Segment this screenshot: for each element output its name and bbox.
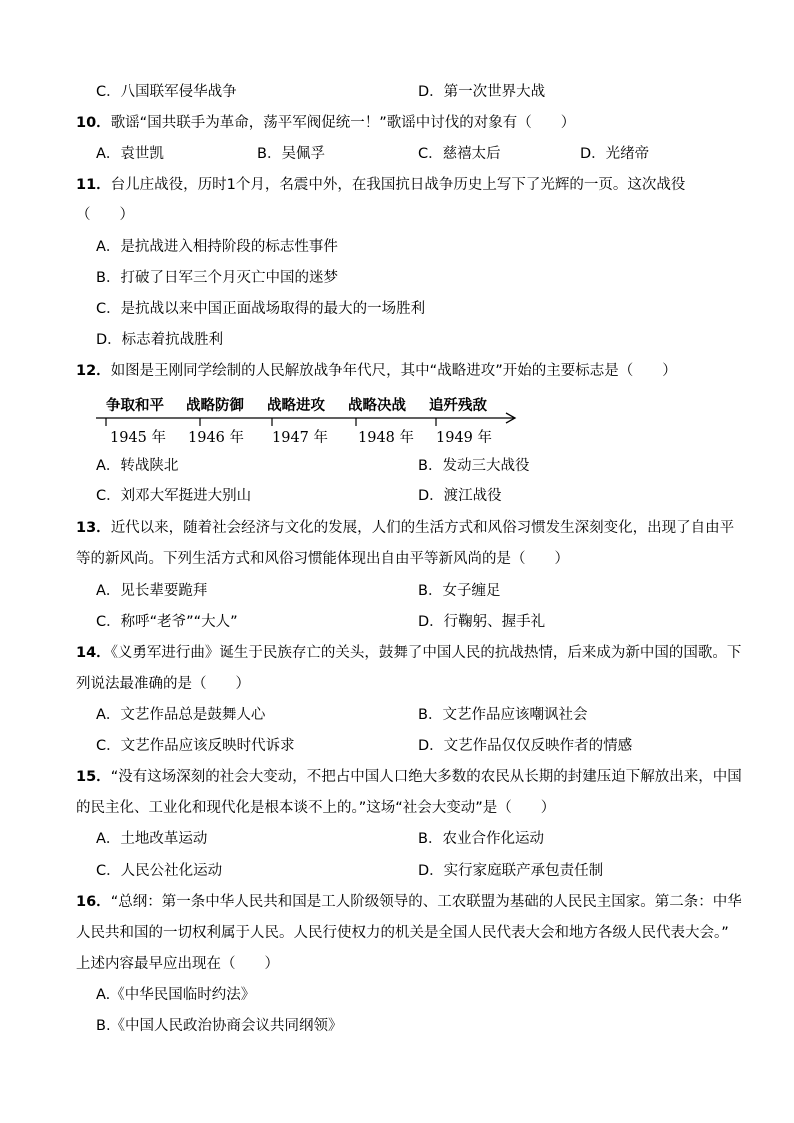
option-a: A．袁世凯 bbox=[96, 146, 164, 162]
question-stem-continued: （ ） bbox=[76, 207, 134, 223]
option-b: B．吴佩孚 bbox=[257, 146, 325, 162]
question-11 bbox=[76, 175, 685, 195]
option-c: C．文艺作品应该反映时代诉求 bbox=[96, 738, 295, 754]
option-b: B．文艺作品应该嘲讽社会 bbox=[418, 707, 588, 723]
option-b: B．打破了日军三个月灭亡中国的迷梦 bbox=[96, 270, 338, 286]
question-stem-continued: 的民主化、工业化和现代化是根本谈不上的。”这场“社会大变动”是（ ） bbox=[76, 800, 556, 816]
question-13 bbox=[76, 518, 734, 538]
question-number: 12． bbox=[76, 363, 111, 379]
question-number: 11． bbox=[76, 177, 111, 193]
option-a: A．是抗战进入相持阶段的标志性事件 bbox=[96, 239, 338, 255]
option-a: A.《中华民国临时约法》 bbox=[96, 987, 256, 1003]
option-c: C．刘邓大军挺进大别山 bbox=[96, 488, 252, 504]
timeline-stage: 战略进攻 bbox=[267, 398, 325, 414]
question-number: 14． bbox=[76, 645, 111, 661]
option-d: D．文艺作品仅仅反映作者的情感 bbox=[418, 738, 633, 754]
option-b: B．农业合作化运动 bbox=[418, 831, 544, 847]
option-a: A．转战陕北 bbox=[96, 458, 179, 474]
question-16 bbox=[76, 892, 742, 912]
option-d: D．标志着抗战胜利 bbox=[96, 332, 224, 348]
question-12 bbox=[76, 361, 677, 381]
question-15 bbox=[76, 767, 742, 787]
question-stem: “总纲：第一条中华人民共和国是工人阶级领导的、工农联盟为基础的人民民主国家。第二条：中华 bbox=[110, 894, 742, 910]
timeline-stage: 战略决战 bbox=[348, 398, 406, 414]
option-d: D．光绪帝 bbox=[580, 146, 650, 162]
timeline-year: 1949 年 bbox=[436, 430, 493, 446]
option-b: B.《中国人民政治协商会议共同纲领》 bbox=[96, 1018, 343, 1034]
war-timeline bbox=[96, 394, 526, 446]
question-stem: 《义勇军进行曲》诞生于民族存亡的关头，鼓舞了中国人民的抗战热情，后来成为新中国的国歌。下 bbox=[110, 645, 742, 661]
option-b: B．发动三大战役 bbox=[418, 458, 530, 474]
timeline-year: 1947 年 bbox=[272, 430, 329, 446]
question-stem-continued: 列说法最准确的是（ ） bbox=[76, 676, 250, 692]
option-a: A．土地改革运动 bbox=[96, 831, 208, 847]
question-stem: “没有这场深刻的社会大变动，不把占中国人口绝大多数的农民从长期的封建压迫下解放出来，中国 bbox=[110, 769, 742, 785]
question-14 bbox=[76, 643, 741, 663]
option-c: C．是抗战以来中国正面战场取得的最大的一场胜利 bbox=[96, 301, 426, 317]
timeline-axis bbox=[96, 408, 526, 428]
option-c: C．人民公社化运动 bbox=[96, 863, 223, 879]
option-c: C．慈禧太后 bbox=[418, 146, 501, 162]
question-stem: 如图是王刚同学绘制的人民解放战争年代尺，其中“战略进攻”开始的主要标志是（ ） bbox=[110, 363, 677, 379]
question-number: 10． bbox=[76, 115, 111, 131]
question-stem-continued: 等的新风尚。下列生活方式和风俗习惯能体现出自由平等新风尚的是（ ） bbox=[76, 551, 569, 567]
question-10 bbox=[76, 113, 575, 133]
question-stem: 台儿庄战役，历时1个月，名震中外，在我国抗日战争历史上写下了光辉的一页。这次战役 bbox=[110, 177, 686, 193]
option-d: D．第一次世界大战 bbox=[418, 84, 546, 100]
option-a: A．文艺作品总是鼓舞人心 bbox=[96, 707, 266, 723]
question-stem: 近代以来，随着社会经济与文化的发展，人们的生活方式和风俗习惯发生深刻变化，出现了自由平 bbox=[110, 520, 735, 536]
option-d: D．行鞠躬、握手礼 bbox=[418, 614, 546, 630]
question-number: 13． bbox=[76, 520, 111, 536]
timeline-stage: 追歼残敌 bbox=[429, 398, 487, 414]
timeline-year: 1945 年 bbox=[110, 430, 167, 446]
option-d: D．渡江战役 bbox=[418, 488, 502, 504]
timeline-year: 1948 年 bbox=[358, 430, 415, 446]
question-number: 15． bbox=[76, 769, 111, 785]
question-stem: 歌谣“国共联手为革命，荡平军阀促统一！”歌谣中讨伐的对象有（ ） bbox=[110, 115, 576, 131]
timeline-year: 1946 年 bbox=[188, 430, 245, 446]
option-a: A．见长辈要跪拜 bbox=[96, 583, 208, 599]
option-c: C．称呼“老爷”“大人” bbox=[96, 614, 238, 630]
option-b: B．女子缠足 bbox=[418, 583, 501, 599]
option-c: C．八国联军侵华战争 bbox=[96, 84, 237, 100]
question-stem-continued: 人民共和国的一切权利属于人民。人民行使权力的机关是全国人民代表大会和地方各级人民代表大会。” bbox=[76, 925, 729, 941]
option-d: D．实行家庭联产承包责任制 bbox=[418, 863, 604, 879]
question-number: 16． bbox=[76, 894, 111, 910]
question-stem-continued: 上述内容最早应出现在（ ） bbox=[76, 956, 279, 972]
timeline-stage: 争取和平 bbox=[106, 398, 164, 414]
timeline-stage: 战略防御 bbox=[186, 398, 244, 414]
